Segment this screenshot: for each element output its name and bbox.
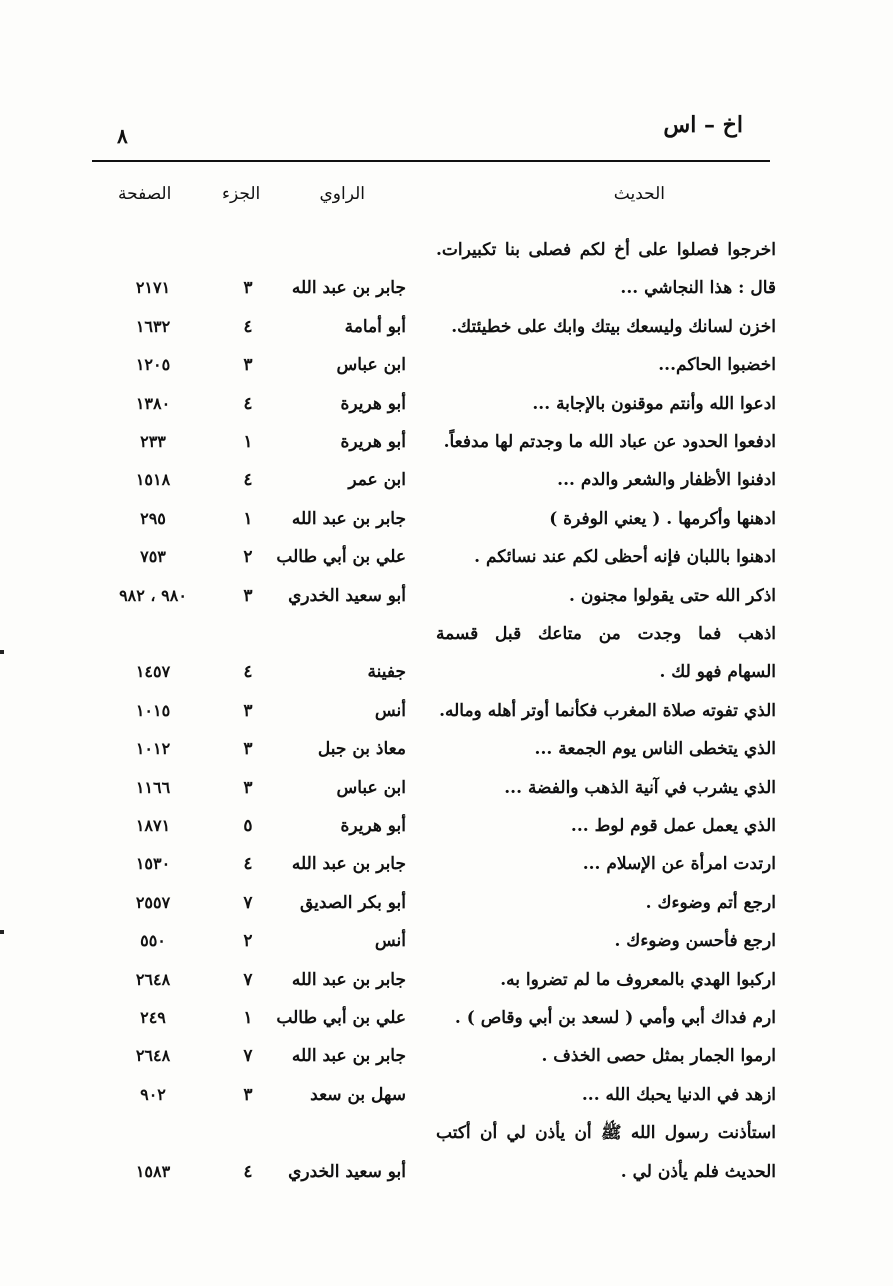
- narrator-name: جابر بن عبد الله: [291, 278, 406, 299]
- narrator-name: ابن عباس: [336, 355, 406, 376]
- part-number: ٣: [243, 585, 253, 606]
- page-reference: ٢٦٤٨: [135, 969, 171, 989]
- part-number: ٤: [243, 393, 253, 414]
- part-number: ١: [243, 1008, 253, 1028]
- part-number: ٥: [243, 816, 253, 836]
- hadith-text-line: ازهد في الدنيا يحبك الله ...: [581, 1084, 776, 1105]
- part-number: ٣: [243, 739, 253, 760]
- page-reference: ٥٥٠: [140, 931, 166, 951]
- narrator-name: علي بن أبي طالب: [276, 547, 406, 568]
- hadith-text-line: اذكر الله حتى يقولوا مجنون .: [568, 585, 776, 606]
- hadith-text-line: قال : هذا النجاشي ...: [620, 278, 776, 299]
- narrator-name: جابر بن عبد الله: [291, 508, 406, 529]
- narrator-name: علي بن أبي طالب: [276, 1008, 406, 1028]
- part-number: ٤: [243, 470, 253, 491]
- narrator-name: أبو سعيد الخدري: [288, 585, 406, 606]
- page-reference: ٢٩٥: [140, 508, 166, 528]
- part-number: ٢: [243, 547, 253, 568]
- page-reference: ١٠١٢: [135, 739, 171, 759]
- part-number: ٣: [243, 700, 253, 721]
- narrator-name: أنس: [374, 931, 406, 952]
- hadith-text-line: اخرجوا فصلوا على أخ لكم فصلى بنا تكبيرات.: [436, 240, 776, 260]
- hadith-text-line: الذي يشرب في آنية الذهب والفضة ...: [504, 777, 776, 798]
- part-number: ٣: [243, 777, 253, 798]
- part-number: ٣: [243, 355, 253, 376]
- narrator-name: أبو سعيد الخدري: [288, 1161, 406, 1182]
- column-header-narrator: الراوي: [319, 184, 365, 204]
- page-reference: ٢٥٥٧: [135, 892, 171, 912]
- hadith-text-line: ارجع أتم وضوءك .: [645, 892, 776, 913]
- narrator-name: ابن عباس: [336, 777, 406, 798]
- page-reference: ١١٦٦: [135, 777, 171, 797]
- hadith-text-line: الحديث فلم يأذن لي .: [620, 1161, 776, 1182]
- page-reference: ١٦٣٢: [135, 316, 171, 336]
- page-reference: ١٨٧١: [135, 816, 171, 835]
- narrator-name: ابن عمر: [348, 470, 406, 491]
- narrator-name: أبو هريرة: [340, 432, 406, 452]
- part-number: ٧: [243, 969, 253, 990]
- page-reference: ٢٣٣: [140, 432, 166, 451]
- part-number: ١: [243, 432, 253, 452]
- narrator-name: جفينة: [367, 662, 406, 683]
- hadith-text-line: السهام فهو لك .: [659, 662, 776, 683]
- hadith-text-line: ارموا الجمار بمثل حصى الخذف .: [541, 1046, 776, 1067]
- margin-mark: [0, 650, 4, 654]
- page-reference: ٩٠٢: [140, 1084, 166, 1104]
- narrator-name: أبو هريرة: [340, 393, 406, 414]
- part-number: ٧: [243, 892, 253, 913]
- hadith-text-line: اذهب فما وجدت من متاعك قبل قسمة: [436, 624, 776, 644]
- page-reference: ٢١٧١: [135, 278, 171, 298]
- part-number: ٤: [243, 1161, 253, 1182]
- column-header-page: الصفحة: [118, 184, 172, 204]
- column-header-part: الجزء: [222, 184, 261, 204]
- narrator-name: سهل بن سعد: [310, 1084, 406, 1105]
- page-reference: ٢٤٩: [140, 1008, 166, 1027]
- running-head: اخ – اس: [663, 112, 743, 138]
- narrator-name: أبو هريرة: [340, 816, 406, 836]
- narrator-name: أنس: [374, 700, 406, 721]
- part-number: ٢: [243, 931, 253, 952]
- part-number: ١: [243, 508, 253, 529]
- page-reference: ١٤٥٧: [135, 662, 171, 682]
- page-reference: ١٠١٥: [135, 700, 171, 720]
- hadith-text-line: ارم فداك أبي وأمي ( لسعد بن أبي وقاص ) .: [454, 1008, 776, 1028]
- page-reference: ١٣٨٠: [135, 393, 171, 413]
- part-number: ٧: [243, 1046, 253, 1067]
- hadith-text-line: الذي تفوته صلاة المغرب فكأنما أوتر أهله وماله.: [439, 700, 776, 721]
- hadith-text-line: ارجع فأحسن وضوءك .: [614, 931, 776, 952]
- page-number: ٨: [117, 124, 128, 148]
- page-reference: ٩٨٠ ، ٩٨٢: [119, 585, 187, 605]
- part-number: ٣: [243, 1084, 253, 1105]
- column-header-hadith: الحديث: [613, 184, 665, 204]
- page-reference: ١٥٨٣: [135, 1161, 171, 1181]
- narrator-name: جابر بن عبد الله: [291, 1046, 406, 1067]
- narrator-name: جابر بن عبد الله: [291, 969, 406, 990]
- narrator-name: أبو بكر الصديق: [299, 892, 406, 913]
- hadith-text-line: الذي يعمل عمل قوم لوط ...: [570, 816, 776, 836]
- page-reference: ٢٦٤٨: [135, 1046, 171, 1066]
- narrator-name: أبو أمامة: [344, 316, 406, 337]
- part-number: ٤: [243, 854, 253, 875]
- part-number: ٣: [243, 278, 253, 299]
- narrator-name: جابر بن عبد الله: [291, 854, 406, 875]
- hadith-text-line: اخزن لسانك وليسعك بيتك وابك على خطيئتك.: [451, 316, 776, 337]
- hadith-text-line: ادهنوا باللبان فإنه أحظى لكم عند نسائكم .: [474, 547, 776, 568]
- page-reference: ١٢٠٥: [135, 355, 171, 375]
- hadith-text-line: ادفنوا الأظفار والشعر والدم ...: [557, 470, 776, 491]
- page-reference: ١٥١٨: [135, 470, 171, 490]
- hadith-text-line: ارتدت امرأة عن الإسلام ...: [582, 854, 776, 875]
- hadith-text-line: اخضبوا الحاكم...: [658, 355, 776, 376]
- part-number: ٤: [243, 662, 253, 683]
- hadith-text-line: اركبوا الهدي بالمعروف ما لم تضروا به.: [500, 969, 776, 990]
- hadith-text-line: الذي يتخطى الناس يوم الجمعة ...: [534, 739, 776, 760]
- narrator-name: معاذ بن جبل: [317, 739, 406, 760]
- hadith-text-line: استأذنت رسول الله ﷺ أن يأذن لي أن أكتب: [436, 1123, 776, 1144]
- hadith-text-line: ادفعوا الحدود عن عباد الله ما وجدتم لها مدفعاً.: [443, 432, 776, 452]
- margin-mark: [0, 930, 4, 934]
- page-reference: ٧٥٣: [140, 547, 166, 567]
- page-reference: ١٥٣٠: [135, 854, 171, 874]
- hadith-text-line: ادهنها وأكرمها . ( يعني الوفرة ): [549, 508, 776, 529]
- part-number: ٤: [243, 316, 253, 337]
- hadith-text-line: ادعوا الله وأنتم موقنون بالإجابة ...: [532, 393, 776, 414]
